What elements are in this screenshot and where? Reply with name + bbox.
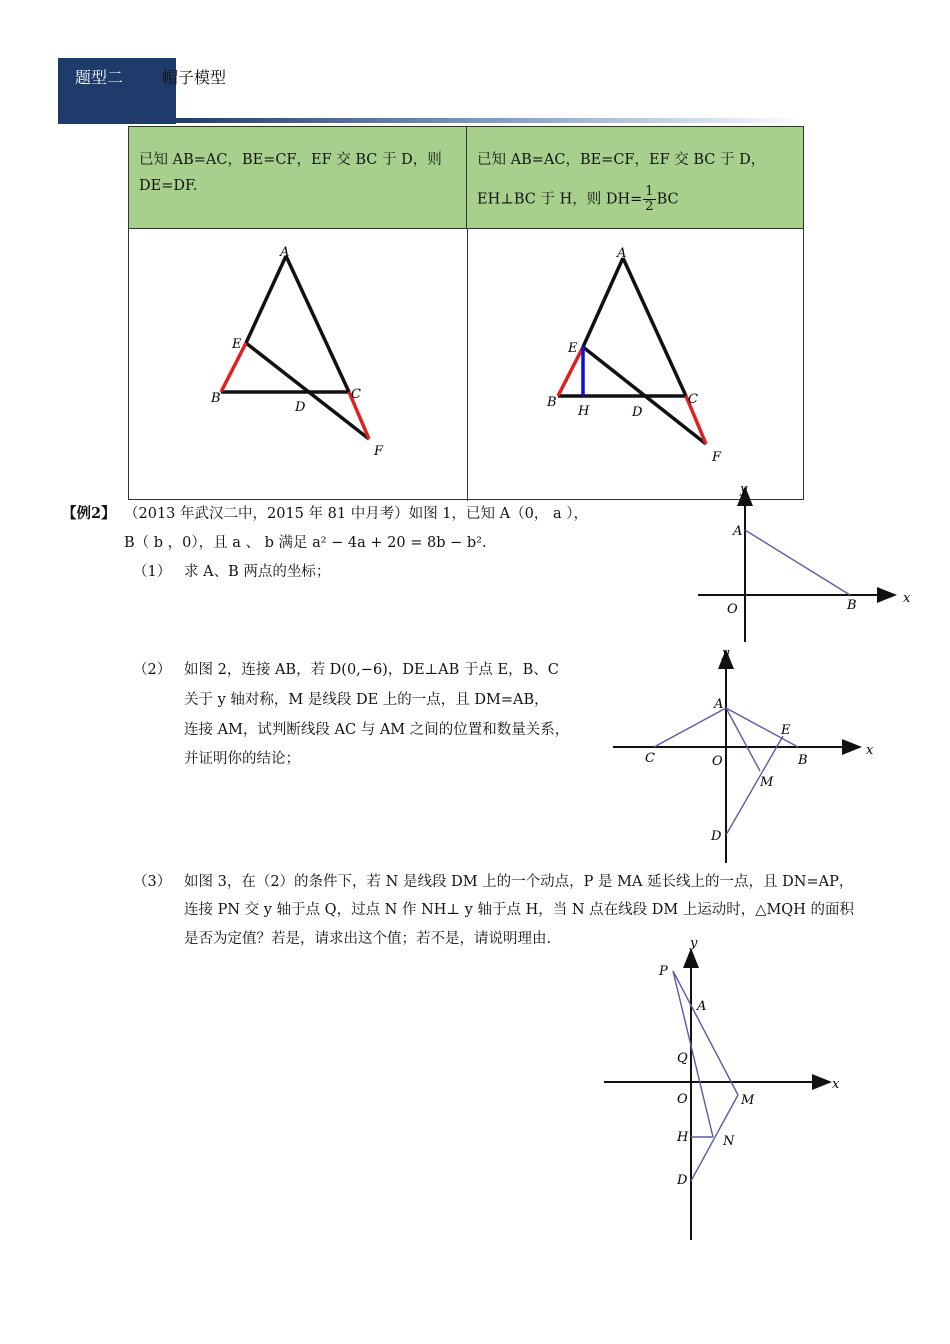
figure-2 [605,645,885,867]
label-y: y [740,482,748,497]
label-o: O [677,1092,688,1107]
q1-text: 求 A、B 两点的坐标； [184,564,331,580]
label-d: D [632,405,643,420]
label-q: Q [677,1051,688,1066]
label-d: D [295,400,306,415]
label-m: M [741,1093,755,1108]
label-m: M [760,775,774,790]
label-o: O [712,754,723,769]
segment-ac [623,258,686,396]
right-condition-cell [467,127,803,229]
label-y: y [722,646,730,661]
segment-ac [286,256,349,392]
example-intro-line1: （2013 年武汉二中，2015 年 81 中月考）如图 1，已知 A（0， a ）， [124,506,588,522]
label-x: x [903,591,911,606]
label-b: B [211,391,221,406]
hat-model-figure-left [129,229,467,501]
label-h: H [677,1130,689,1145]
label-y: y [690,936,698,951]
label-f: F [712,450,722,465]
example-tag: 【例2】 [62,505,116,522]
section-label: 题型二 [75,68,124,87]
fraction-denominator: 2 [645,199,654,214]
label-a: A [714,697,724,712]
q3-line2: 连接 PN 交 y 轴于点 Q，过点 N 作 NH⊥ y 轴于点 H，当 N 点在线段 DM 上运动时，△MQH 的面积 [184,902,854,918]
section-title: 帽子模型 [162,68,227,87]
label-e: E [781,723,791,738]
right-cond-line2 [477,185,679,214]
q3-number: （3） [133,874,172,890]
hat-model-figure-right [468,229,804,501]
segment-pm [673,971,738,1095]
header-underline [176,118,806,123]
label-d: D [711,829,722,844]
q1-number: （1） [133,564,172,580]
q2-line1: 如图 2，连接 AB，若 D(0,−6)，DE⊥AB 于点 E，B、C [184,662,559,678]
right-cond-line2a: EH⊥BC 于 H，则 DH= [477,191,643,208]
example-intro-line2: B（ b ，0），且 a 、 b 满足 a² − 4a + 20 = 8b − b². [124,535,487,551]
half-fraction [643,185,655,214]
label-a: A [617,246,627,261]
label-x: x [866,743,874,758]
q3-line3: 是否为定值？若是，请求出这个值；若不是，请说明理由. [184,931,552,947]
label-f: F [374,444,384,459]
segment-de [726,736,783,835]
label-a: A [697,999,707,1014]
label-n: N [723,1134,735,1149]
q2-line4: 并证明你的结论； [184,751,300,767]
label-c: C [645,751,655,766]
label-e: E [232,337,242,352]
label-b: B [547,395,557,410]
figure-3 [600,935,850,1245]
segment-ae [583,258,623,347]
q2-line2: 关于 y 轴对称，M 是线段 DE 上的一点，且 DM=AB， [184,692,549,708]
figure-1 [690,480,930,650]
q2-number: （2） [133,662,172,678]
label-c: C [351,387,361,402]
right-cond-line1: 已知 AB=AC，BE=CF，EF 交 BC 于 D， [477,152,766,168]
label-d: D [677,1173,688,1188]
label-o: O [727,602,738,617]
label-b: B [847,598,857,613]
left-condition-cell [129,127,467,229]
label-e: E [568,341,578,356]
right-cond-line2b: BC [656,191,679,208]
segment-ab [745,530,850,595]
left-cond-line1: 已知 AB=AC，BE=CF，EF 交 BC 于 D，则 [139,152,442,168]
fraction-numerator: 1 [645,184,654,199]
q3-line1: 如图 3，在（2）的条件下，若 N 是线段 DM 上的一个动点，P 是 MA 延长线上的一点，且 DN=AP， [184,874,854,890]
label-x: x [832,1077,840,1092]
label-p: P [659,964,668,979]
q2-line3: 连接 AM，试判断线段 AC 与 AM 之间的位置和数量关系， [184,722,570,738]
left-cond-line2: DE=DF. [139,178,198,194]
label-a: A [280,245,290,260]
label-b: B [798,753,808,768]
segment-ac [654,708,726,747]
model-table [128,126,804,500]
label-c: C [688,392,698,407]
segment-ae [246,256,286,343]
label-a: A [733,524,743,539]
label-h: H [578,404,590,419]
